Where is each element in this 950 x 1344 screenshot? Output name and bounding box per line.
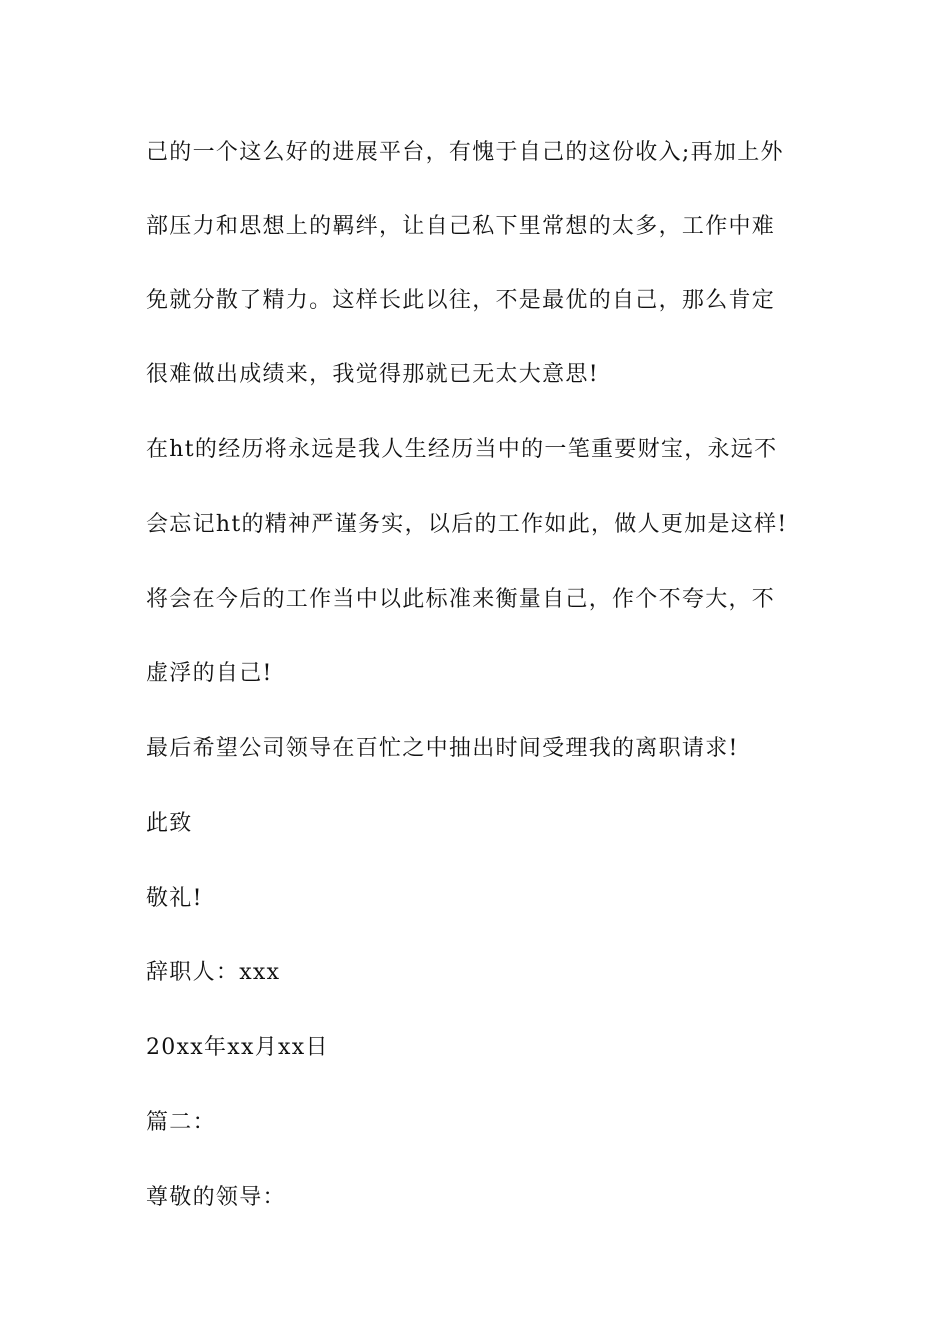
paragraph-line: 最后希望公司领导在百忙之中抽出时间受理我的离职请求!: [146, 736, 739, 761]
paragraph-line: 将会在今后的工作当中以此标准来衡量自己，作个不夸大，不: [146, 587, 776, 612]
paragraph-line: 虚浮的自己!: [146, 661, 273, 686]
closing-line: 此致: [146, 811, 193, 836]
paragraph-line: 在ht的经历将永远是我人生经历当中的一笔重要财宝，永远不: [146, 437, 778, 462]
paragraph-line: 己的一个这么好的进展平台，有愧于自己的这份收入;再加上外: [146, 140, 784, 165]
section-heading: 篇二：: [146, 1110, 216, 1135]
greeting-line: 尊敬的领导：: [146, 1185, 286, 1210]
paragraph-line: 免就分散了精力。这样长此以往，不是最优的自己，那么肯定: [146, 288, 776, 313]
salutation-line: 敬礼!: [146, 886, 203, 911]
date-line: 20xx年xx月xx日: [146, 1035, 329, 1060]
paragraph-line: 很难做出成绩来，我觉得那就已无太大意思!: [146, 362, 599, 387]
paragraph-line: 会忘记ht的精神严谨务实，以后的工作如此，做人更加是这样!: [146, 512, 788, 537]
paragraph-line: 部压力和思想上的羁绊，让自己私下里常想的太多，工作中难: [146, 214, 776, 239]
signature-line: 辞职人：xxx: [146, 960, 281, 985]
